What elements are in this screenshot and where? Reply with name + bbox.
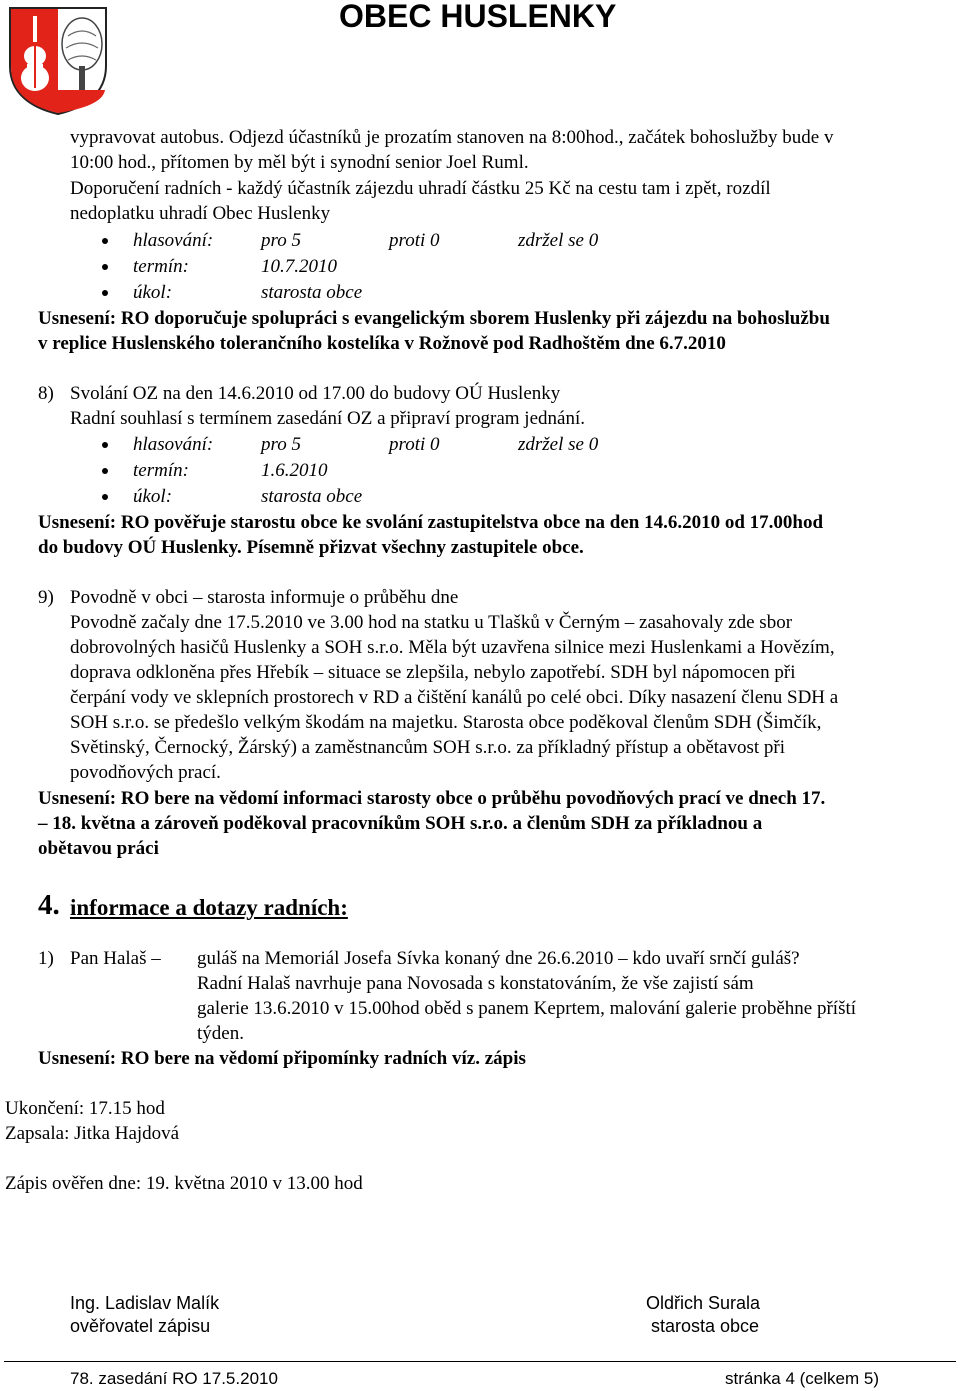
crest-bottom-red-field (58, 90, 105, 113)
bullet (102, 238, 108, 244)
text-line: vypravovat autobus. Odjezd účastníků je prozatím stanoven na 8:00hod., začátek bohoslužby bude v (70, 127, 834, 148)
vote-pro: pro 5 (261, 434, 301, 455)
coat-of-arms-icon (8, 6, 108, 116)
vote-label: hlasování: (133, 434, 214, 455)
text-line: povodňových prací. (70, 762, 221, 783)
text-line: čerpání vody ve sklepních prostorech v RD a čištění kanálů po celé obci. Díky nasazení členu SDH a (70, 687, 839, 708)
page-title: OBEC HUSLENKY (339, 0, 617, 34)
bullet (102, 264, 108, 270)
item-number: 9) (38, 587, 54, 608)
vote-proti: proti 0 (389, 434, 440, 455)
bullet (102, 442, 108, 448)
termin-label: termín: (133, 460, 189, 481)
item-number: 8) (38, 383, 54, 404)
signature-right-role: starosta obce (651, 1316, 760, 1336)
vote-zdrzel: zdržel se 0 (518, 434, 599, 455)
vote-zdrzel: zdržel se 0 (518, 230, 599, 251)
verified-date: Zápis ověřen dne: 19. května 2010 v 13.00 hod (5, 1173, 363, 1194)
text-line: týden. (197, 1023, 244, 1044)
ukol-value: starosta obce (261, 486, 363, 507)
text-line: Radní souhlasí s termínem zasedání OZ a připraví program jednání. (70, 408, 585, 429)
ukol-label: úkol: (133, 282, 173, 303)
bullet (102, 494, 108, 500)
resolution-line: Usnesení: RO bere na vědomí připomínky radních víz. zápis (38, 1048, 526, 1069)
section-title: informace a dotazy radních: (70, 895, 348, 920)
resolution-line: Usnesení: RO pověřuje starostu obce ke svolání zastupitelstva obce na den 14.6.2010 od 17.00hod (38, 512, 824, 533)
ukol-label: úkol: (133, 486, 173, 507)
footer-rule (4, 1361, 956, 1362)
end-time: Ukončení: 17.15 hod (5, 1098, 165, 1119)
text-line: SOH s.r.o. se předešlo velkým škodám na majetku. Starosta obce poděkoval členům SDH (Šimčík, (70, 712, 822, 733)
text-line: doprava odkloněna přes Hřebík – situace se zlepšila, nebylo zapotřebí. SDH byl nápomocen při (70, 662, 796, 683)
text-line: nedoplatku uhradí Obec Huslenky (70, 203, 331, 224)
termin-label: termín: (133, 256, 189, 277)
text-line: Radní Halaš navrhuje pana Novosada s konstatováním, že vše zajistí sám (197, 973, 754, 994)
item-title: Svolání OZ na den 14.6.2010 od 17.00 do budovy OÚ Huslenky (70, 383, 561, 404)
vote-proti: proti 0 (389, 230, 440, 251)
resolution-line: v replice Huslenského tolerančního kostelíka v Rožnově pod Radhoštěm dne 6.7.2010 (38, 333, 726, 354)
termin-value: 1.6.2010 (261, 460, 328, 481)
vote-pro: pro 5 (261, 230, 301, 251)
text-line: dobrovolných hasičů Huslenky a SOH s.r.o. Měla být uzavřena silnice mezi Huslenkami a Hovězím, (70, 637, 835, 658)
text-line: Povodně začaly dne 17.5.2010 ve 3.00 hod na statku u Tlašků v Černým – zasahovaly zde sbor (70, 612, 793, 633)
vote-label: hlasování: (133, 230, 214, 251)
bullet (102, 290, 108, 296)
section-number: 4. (38, 889, 60, 921)
recorded-by: Zapsala: Jitka Hajdová (5, 1123, 180, 1144)
termin-value: 10.7.2010 (261, 256, 337, 277)
text-line: guláš na Memoriál Josefa Sívka konaný dne 26.6.2010 – kdo uvaří srnčí guláš? (197, 948, 800, 969)
resolution-line: Usnesení: RO bere na vědomí informaci starosty obce o průběhu povodňových prací ve dnech 17. (38, 788, 826, 809)
footer-left: 78. zasedání RO 17.5.2010 (70, 1369, 278, 1388)
signature-right-name: Oldřich Surala (646, 1293, 761, 1313)
item-number: 1) (38, 948, 54, 969)
signature-left-role: ověřovatel zápisu (70, 1316, 211, 1336)
footer-right: stránka 4 (celkem 5) (725, 1369, 879, 1388)
bullet (102, 468, 108, 474)
resolution-line: – 18. května a zároveň poděkoval pracovníkům SOH s.r.o. a členům SDH za příkladnou a (38, 813, 763, 834)
ukol-value: starosta obce (261, 282, 363, 303)
item-title: Povodně v obci – starosta informuje o průběhu dne (70, 587, 459, 608)
resolution-line: do budovy OÚ Huslenky. Písemně přizvat všechny zastupitele obce. (38, 537, 584, 558)
text-line: galerie 13.6.2010 v 15.00hod oběd s panem Keprtem, malování galerie proběhne příští (197, 998, 857, 1019)
text-line: Světinský, Černocký, Žárský) a zaměstnancům SOH s.r.o. za příkladný přístup a obětavost při (70, 737, 785, 758)
text-line: 10:00 hod., přítomen by měl být i synodní senior Joel Ruml. (70, 152, 529, 173)
signature-left-name: Ing. Ladislav Malík (70, 1293, 220, 1313)
resolution-line: Usnesení: RO doporučuje spolupráci s evangelickým sborem Huslenky při zájezdu na bohoslužbu (38, 308, 830, 329)
item-person: Pan Halaš – (70, 948, 161, 969)
text-line: Doporučení radních - každý účastník zájezdu uhradí částku 25 Kč na cestu tam i zpět, rozdíl (70, 178, 771, 199)
resolution-line: obětavou práci (38, 838, 159, 859)
